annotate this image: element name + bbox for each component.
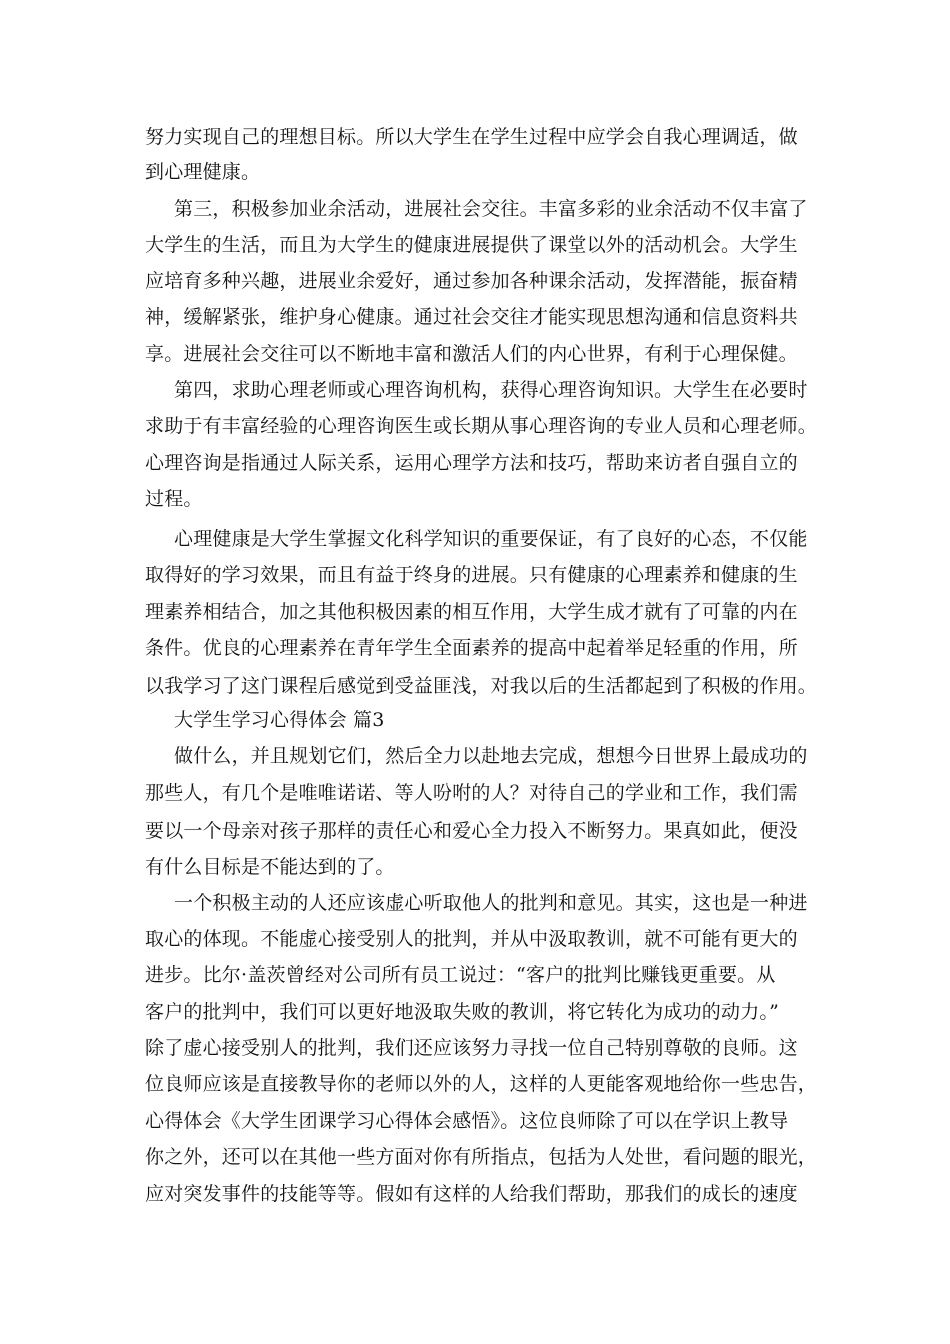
text-line: [0, 1212, 950, 1248]
paragraph-first-line: [0, 521, 950, 557]
text-line-content: 第四，求助心理老师或心理咨询机构，获得心理咨询知识。大学生在必要时: [174, 379, 808, 401]
text-line-content: 那些人，有几个是唯唯诺诺、等人吩咐的人？对待自己的学业和工作，我们需: [145, 782, 798, 804]
text-line-content: 进步。比尔·盖茨曾经对公司所有员工说过：“客户的批判比赚钱更重要。从: [145, 964, 776, 986]
text-line: [0, 154, 950, 190]
text-line: [0, 957, 950, 993]
text-line-content: 要以一个母亲对孩子那样的责任心和爱心全力投入不断努力。果真如此，便没: [145, 820, 798, 842]
text-line: [0, 849, 950, 885]
section-heading-text: 大学生学习心得体会 篇3: [174, 709, 385, 731]
text-line-content: 享。进展社会交往可以不断地丰富和激活人们的内心世界，有利于心理保健。: [145, 343, 798, 365]
text-line-content: 理素养相结合，加之其他积极因素的相互作用，大学生成才就有了可靠的内在: [145, 601, 798, 623]
text-line: [0, 630, 950, 666]
paragraph-first-line: [0, 738, 950, 774]
text-line-content: 大学生的生活，而且为大学生的健康进展提供了课堂以外的活动机会。大学生: [145, 234, 798, 256]
text-line-content: 客户的批判中，我们可以更好地汲取失败的教训，将它转化为成功的动力。”: [145, 1001, 780, 1023]
text-line-content: 心理健康是大学生掌握文化科学知识的重要保证，有了良好的心态，不仅能: [174, 528, 808, 550]
text-line: [0, 227, 950, 263]
text-line-content: 神，缓解紧张，维护身心健康。通过社会交往才能实现思想沟通和信息资料共: [145, 306, 798, 328]
text-line: [0, 594, 950, 630]
text-line: [0, 481, 950, 517]
text-line: [0, 1103, 950, 1139]
text-line: [0, 119, 950, 155]
text-line-content: 求助于有丰富经验的心理咨询医生或长期从事心理咨询的专业人员和心理老师。: [145, 415, 818, 437]
text-line: [0, 1139, 950, 1175]
text-line: [0, 557, 950, 593]
text-line-content: 以我学习了这门课程后感觉到受益匪浅，对我以后的生活都起到了积极的作用。: [145, 675, 818, 697]
text-line: [0, 336, 950, 372]
text-line-content: 到心理健康。: [145, 161, 261, 183]
text-line-content: 条件。优良的心理素养在青年学生全面素养的提高中起着举足轻重的作用，所: [145, 637, 798, 659]
text-line-content: 应培育多种兴趣，进展业余爱好，通过参加各种课余活动，发挥潜能，振奋精: [145, 270, 798, 292]
paragraph-first-line: [0, 885, 950, 921]
text-line: [0, 408, 950, 444]
text-line-content: 心得体会《大学生团课学习心得体会感悟》。这位良师除了可以在学识上教导: [145, 1110, 789, 1132]
text-line: [0, 263, 950, 299]
text-line-content: 有什么目标是不能达到的了。: [145, 856, 395, 878]
text-line: [0, 1066, 950, 1102]
text-line: [0, 668, 950, 704]
text-line-content: 应对突发事件的技能等等。假如有这样的人给我们帮助，那我们的成长的速度: [145, 1183, 798, 1205]
text-line: [0, 299, 950, 335]
section-heading: [0, 702, 950, 738]
text-line-content: 位良师应该是直接教导你的老师以外的人，这样的人更能客观地给你一些忠告，: [145, 1073, 818, 1095]
text-line-content: 取心的体现。不能虚心接受别人的批判，并从中汲取教训，就不可能有更大的: [145, 928, 798, 950]
text-line: [0, 813, 950, 849]
text-line: [0, 994, 950, 1030]
paragraph-first-line: [0, 372, 950, 408]
text-line: [0, 1176, 950, 1212]
text-line-content: 心理咨询是指通过人际关系，运用心理学方法和技巧，帮助来访者自强自立的: [145, 452, 798, 474]
text-line-content: 一个积极主动的人还应该虚心听取他人的批判和意见。其实，这也是一种进: [174, 892, 808, 914]
text-line: [0, 1030, 950, 1066]
text-line-content: 努力实现自己的理想目标。所以大学生在学生过程中应学会自我心理调适，做: [145, 126, 798, 148]
paragraph-first-line: [0, 191, 950, 227]
text-line-content: 除了虚心接受别人的批判，我们还应该努力寻找一位自己特别尊敬的良师。这: [145, 1037, 798, 1059]
text-line-content: 过程。: [145, 488, 203, 510]
text-line-content: 取得好的学习效果，而且有益于终身的进展。只有健康的心理素养和健康的生: [145, 564, 798, 586]
text-line-content: 第三，积极参加业余活动，进展社会交往。丰富多彩的业余活动不仅丰富了: [174, 198, 808, 220]
text-line: [0, 445, 950, 481]
text-line-content: 做什么，并且规划它们，然后全力以赴地去完成，想想今日世界上最成功的: [174, 745, 808, 767]
text-line: [0, 921, 950, 957]
text-line-content: 你之外，还可以在其他一些方面对你有所指点，包括为人处世，看问题的眼光，: [145, 1146, 818, 1168]
text-line: [0, 775, 950, 811]
